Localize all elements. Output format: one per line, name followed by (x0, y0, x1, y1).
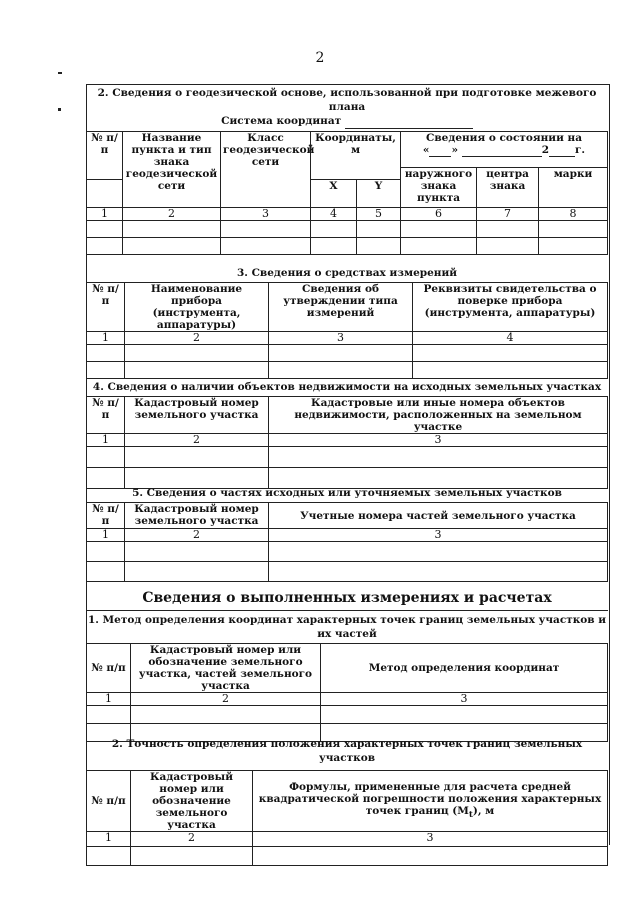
col-state: Сведения о состоянии на « » 2 г. (401, 132, 608, 168)
col-y: Y (357, 180, 401, 208)
col-num: № п/п (87, 644, 131, 693)
table-row (87, 362, 608, 379)
section-title: 5. Сведения о частях исходных или уточняемых земельных участков (132, 487, 562, 499)
col-cadastral-number: Кадастровый номер или обозначение земельного участка (131, 771, 253, 832)
table-row (87, 238, 608, 255)
col-device: Наименование прибора (инструмента, аппаратуры) (125, 283, 269, 332)
table-row (87, 706, 608, 724)
table-row (87, 542, 608, 562)
number-row: 1 2 3 (87, 434, 608, 447)
instruments-table (86, 282, 608, 379)
col-num: № п/п (87, 503, 125, 529)
number-row: 1 2 3 4 (87, 332, 608, 345)
number-row: 1 2 3 (87, 693, 608, 706)
col-formula: Формулы, примененные для расчета средней квадратической погрешности положения характерных точек границ $(M_t)$, м (253, 771, 608, 832)
subsection-title: 2. Точность определения положения характерных точек границ земельных участков (111, 738, 583, 764)
section-measurements (86, 586, 608, 742)
col-x: X (311, 180, 357, 208)
measurements-title: Сведения о выполненных измерениях и расчетах (86, 586, 608, 611)
subsection-title: 1. Метод определения координат характерных точек границ земельных участков и их частей (87, 614, 607, 640)
col-cadastral-number: Кадастровый номер или обозначение земельного участка, частей земельного участка (131, 644, 321, 693)
margin-mark (58, 72, 62, 74)
col-point-name: Название пункта и тип знака геодезической сети (123, 132, 221, 208)
col-marks: марки (539, 168, 608, 208)
table-row (87, 562, 608, 582)
margin-dot (58, 108, 61, 111)
accuracy-table (86, 770, 608, 866)
col-cadastral-number: Кадастровый номер земельного участка (125, 503, 269, 529)
number-row: 1 2 3 (87, 832, 608, 847)
table-row (87, 345, 608, 362)
col-num: № п/п (87, 283, 125, 332)
geodetic-table (86, 131, 608, 255)
col-center-mark: центра знака (477, 168, 539, 208)
col-method: Метод определения координат (321, 644, 608, 693)
table-row (87, 447, 608, 468)
section-geodetic-basis (86, 84, 608, 255)
col-objects: Кадастровые или иные номера объектов недвижимости, расположенных на земельном участке (269, 397, 608, 434)
section-land-parts (86, 484, 608, 582)
col-num: № п/п (87, 771, 131, 832)
col-num: № п/п (87, 397, 125, 434)
objects-table (86, 396, 608, 489)
section-title: 2. Сведения о геодезической основе, использованной при подготовке межевого плана Система координат (97, 87, 597, 127)
section-measuring-instruments (86, 264, 608, 379)
methods-table (86, 643, 608, 742)
col-outer-mark: наружного знака пункта (401, 168, 477, 208)
table-row (87, 221, 608, 238)
section-real-estate-objects (86, 378, 608, 489)
section-title: 4. Сведения о наличии объектов недвижимости на исходных земельных участках (92, 381, 602, 393)
number-row: 1 2 3 4 5 6 7 8 (87, 208, 608, 221)
table-row (87, 847, 608, 866)
col-num: № п/п (87, 132, 123, 180)
col-part-numbers: Учетные номера частей земельного участка (269, 503, 608, 529)
section-title: 3. Сведения о средствах измерений (236, 267, 458, 279)
col-cadastral-number: Кадастровый номер земельного участка (125, 397, 269, 434)
col-approval: Сведения об утверждении типа измерений (269, 283, 413, 332)
parts-table (86, 502, 608, 582)
col-coords: Координаты, м (311, 132, 401, 180)
page-number: 2 (315, 50, 325, 66)
col-certificate: Реквизиты свидетельства о поверке прибора (инструмента, аппаратуры) (413, 283, 608, 332)
col-class: Класс геодезической сети (221, 132, 311, 208)
section-accuracy (86, 732, 608, 866)
number-row: 1 2 3 (87, 529, 608, 542)
